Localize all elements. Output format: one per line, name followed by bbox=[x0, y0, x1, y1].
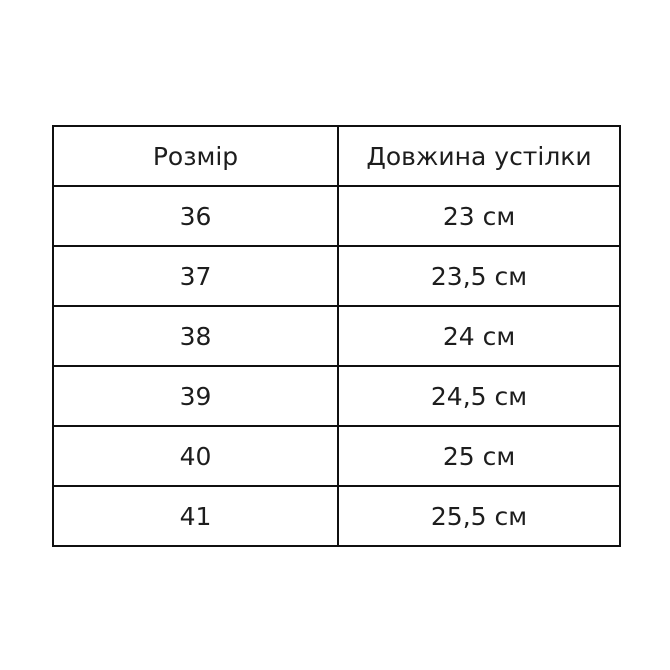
insole-length-cell: 23 см bbox=[338, 186, 620, 246]
insole-length-cell: 25,5 см bbox=[338, 486, 620, 546]
insole-length-cell: 24,5 см bbox=[338, 366, 620, 426]
column-header-size: Розмір bbox=[53, 126, 338, 186]
size-cell: 37 bbox=[53, 246, 338, 306]
table-row bbox=[53, 306, 620, 366]
insole-length-cell: 24 см bbox=[338, 306, 620, 366]
table-row bbox=[53, 366, 620, 426]
size-cell: 39 bbox=[53, 366, 338, 426]
size-cell: 40 bbox=[53, 426, 338, 486]
size-table bbox=[52, 125, 621, 547]
table-row bbox=[53, 426, 620, 486]
table-row bbox=[53, 486, 620, 546]
size-cell: 38 bbox=[53, 306, 338, 366]
table-header-row bbox=[53, 126, 620, 186]
size-cell: 41 bbox=[53, 486, 338, 546]
size-cell: 36 bbox=[53, 186, 338, 246]
column-header-insole-length: Довжина устілки bbox=[338, 126, 620, 186]
table-row bbox=[53, 246, 620, 306]
insole-length-cell: 25 см bbox=[338, 426, 620, 486]
table-row bbox=[53, 186, 620, 246]
insole-length-cell: 23,5 см bbox=[338, 246, 620, 306]
